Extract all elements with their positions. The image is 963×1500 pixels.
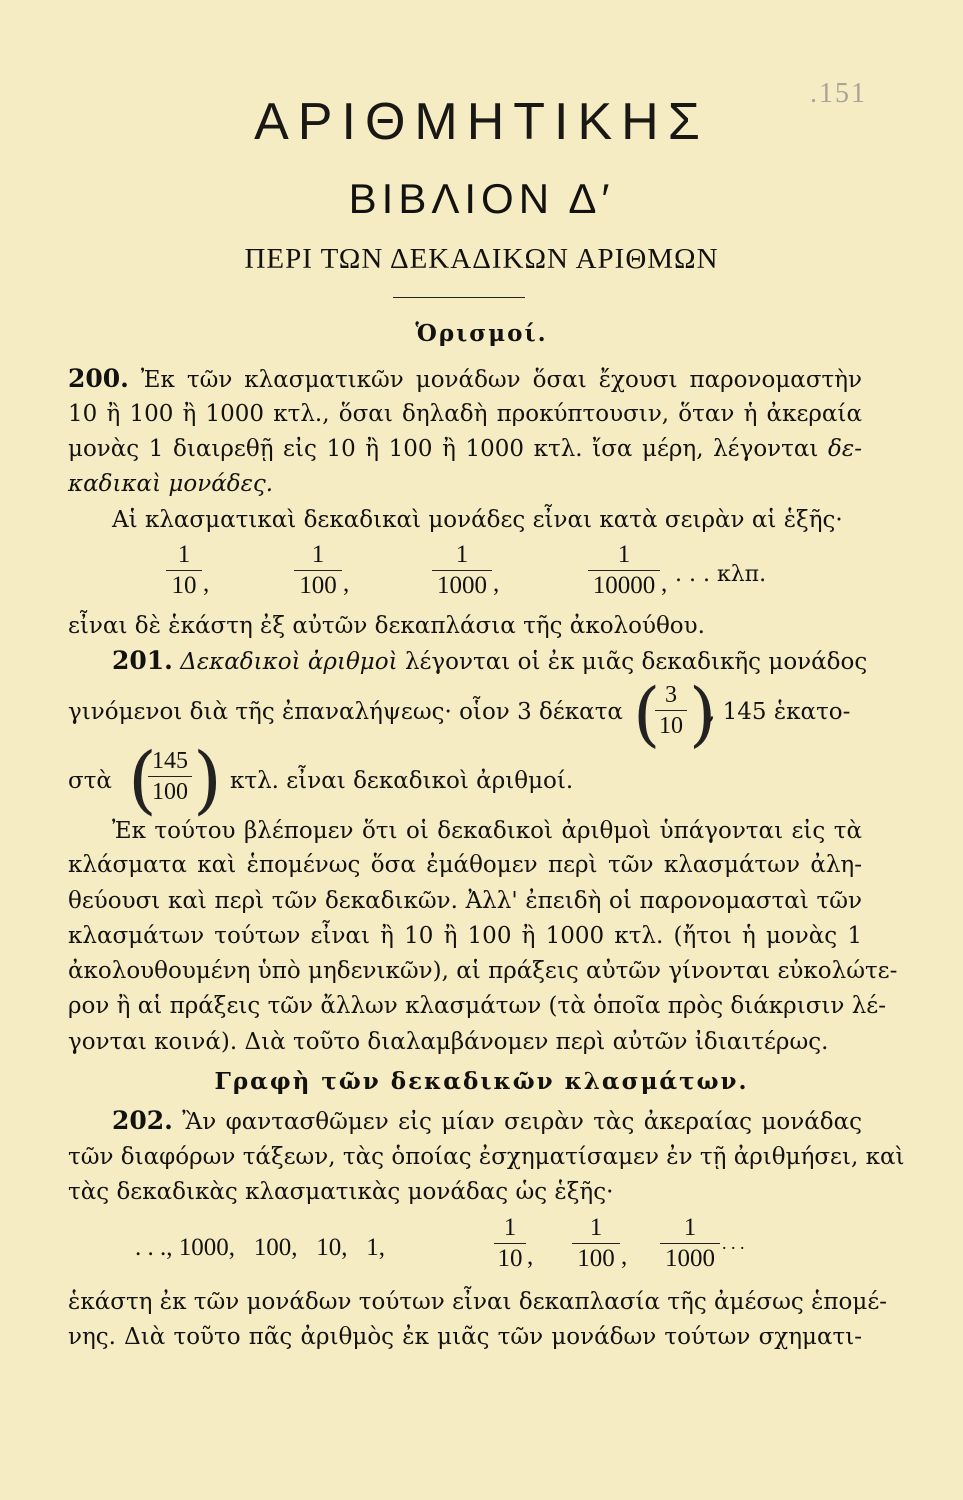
fraction-145-100: 145 100 xyxy=(148,746,192,807)
paragraph-202-line-3: τὰς δεκαδικὰς κλασματικὰς μονάδας ὡς ἑξῆς· xyxy=(68,1179,614,1205)
open-paren: ( xyxy=(633,673,661,755)
fraction-separator: , xyxy=(621,1243,628,1270)
paragraph-line: θεύουσι καὶ περὶ τῶν δεκαδικῶν. Ἀλλ' ἐπειδὴ οἱ παρονομασταὶ τῶν xyxy=(68,888,862,914)
integer-unit-sequence: . . ., 1000, 100, 10, 1, xyxy=(135,1234,385,1261)
paragraph-202-line-1: 202. Ἂν φαντασθῶμεν εἰς μίαν σειρὰν τὰς ἀκεραίας μονάδας xyxy=(112,1106,863,1135)
paragraph-line: γονται κοινά). Διὰ τοῦτο διαλαμβάνομεν περὶ αὐτῶν ἰδιαιτέρως. xyxy=(68,1029,829,1055)
fraction-separator: , xyxy=(527,1243,534,1270)
section-heading-definitions: Ὁρισμοί. xyxy=(415,320,548,347)
fraction-1-1000: 1 1000 xyxy=(432,540,492,601)
paragraph-200-line-6: εἶναι δὲ ἑκάστη ἐξ αὐτῶν δεκαπλάσια τῆς ἀκολούθου. xyxy=(68,613,705,639)
continuation-dots: . . . xyxy=(722,1233,745,1253)
paragraph-200-line-3: μονὰς 1 διαιρεθῇ εἰς 10 ἢ 100 ἢ 1000 κτλ. ἴσα μέρη, λέγονται δε- xyxy=(68,436,862,462)
open-paren: ( xyxy=(128,737,157,823)
close-paren: ) xyxy=(193,737,222,823)
paragraph-201-line-2-tail: , 145 ἑκατο- xyxy=(708,699,851,725)
close-paren: ) xyxy=(689,673,717,755)
paragraph-201-line-3-head: στὰ xyxy=(68,768,112,794)
fraction-1-10: 1 10 xyxy=(166,540,202,601)
fraction-1-100: 1 100 xyxy=(572,1213,620,1274)
paragraph-number: 201. xyxy=(112,646,173,675)
etc-label: . . . κλπ. xyxy=(675,562,767,587)
paragraph-200-line-2: 10 ἢ 100 ἢ 1000 κτλ., ὅσαι δηλαδὴ προκύπτουσιν, ὅταν ἡ ἀκεραία xyxy=(68,401,862,427)
paragraph-line: Ἐκ τούτου βλέπομεν ὅτι οἱ δεκαδικοὶ ἀριθμοὶ ὑπάγονται εἰς τὰ xyxy=(112,818,862,844)
paragraph-line: ἀκολουθουμένη ὑπὸ μηδενικῶν), αἱ πράξεις αὐτῶν γίνονται εὐκολώτε- xyxy=(68,958,898,984)
paragraph-number: 200. xyxy=(68,364,129,393)
fraction-1-10000: 1 10000 xyxy=(588,540,660,601)
paragraph-202-line-4: ἑκάστη ἐκ τῶν μονάδων τούτων εἶναι δεκαπλασία τῆς ἀμέσως ἑπομέ- xyxy=(68,1289,888,1315)
paragraph-200-line-4: καδικαὶ μονάδες. xyxy=(68,471,274,497)
fraction-separator: , xyxy=(203,570,210,597)
book-title: ΑΡΙΘΜΗΤΙΚΗΣ xyxy=(254,93,709,151)
paragraph-201-line-2: γινόμενοι διὰ τῆς ἐπαναλήψεως· οἷον 3 δέκατα xyxy=(68,699,623,725)
title-divider xyxy=(393,297,525,298)
paragraph-202-line-5: νης. Διὰ τοῦτο πᾶς ἀριθμὸς ἐκ μιᾶς τῶν μονάδων τούτων σχηματι- xyxy=(68,1324,862,1350)
paragraph-number: 202. xyxy=(112,1106,173,1135)
fraction-1-1000: 1 1000 xyxy=(660,1213,720,1274)
paragraph-201-line-3: κτλ. εἶναι δεκαδικοὶ ἀριθμοί. xyxy=(230,768,574,794)
fraction-separator: , xyxy=(661,570,668,597)
fraction-3-10: 3 10 xyxy=(655,680,687,741)
book-subtitle: ΒΙΒΛΙΟΝ Δ′ xyxy=(348,175,615,222)
paragraph-line: κλάσματα καὶ ἑπομένως ὅσα ἐμάθομεν περὶ τῶν κλασμάτων ἀλη- xyxy=(68,852,862,878)
paragraph-line: ρον ἢ αἱ πράξεις τῶν ἄλλων κλασμάτων (τὰ ὁποῖα πρὸς διάκρισιν λέ- xyxy=(68,993,886,1019)
fraction-1-100: 1 100 xyxy=(294,540,342,601)
paragraph-201-line-1: 201. Δεκαδικοὶ ἀριθμοὶ λέγονται οἱ ἐκ μιᾶς δεκαδικῆς μονάδος xyxy=(112,646,868,675)
chapter-title: ΠΕΡΙ ΤΩΝ ΔΕΚΑΔΙΚΩΝ ΑΡΙΘΜΩΝ xyxy=(244,243,719,275)
paragraph-200-line-1: 200. Ἐκ τῶν κλασματικῶν μονάδων ὅσαι ἔχουσι παρονομαστὴν xyxy=(68,364,863,393)
page-number-mark: .151 xyxy=(810,78,867,109)
paragraph-200-line-5: Αἱ κλασματικαὶ δεκαδικαὶ μονάδες εἶναι κατὰ σειρὰν αἱ ἑξῆς· xyxy=(112,507,843,533)
section-heading-writing-decimals: Γραφὴ τῶν δεκαδικῶν κλασμάτων. xyxy=(214,1068,749,1095)
paragraph-202-line-2: τῶν διαφόρων τάξεων, τὰς ὁποίας ἐσχηματίσαμεν ἐν τῇ ἀριθμήσει, καὶ xyxy=(68,1144,905,1170)
fraction-1-10: 1 10 xyxy=(494,1213,526,1274)
fraction-separator: , xyxy=(493,570,500,597)
fraction-separator: , xyxy=(343,570,350,597)
paragraph-line: κλασμάτων τούτων εἶναι ἢ 10 ἢ 100 ἢ 1000 κτλ. (ἤτοι ἡ μονὰς 1 xyxy=(68,923,862,949)
